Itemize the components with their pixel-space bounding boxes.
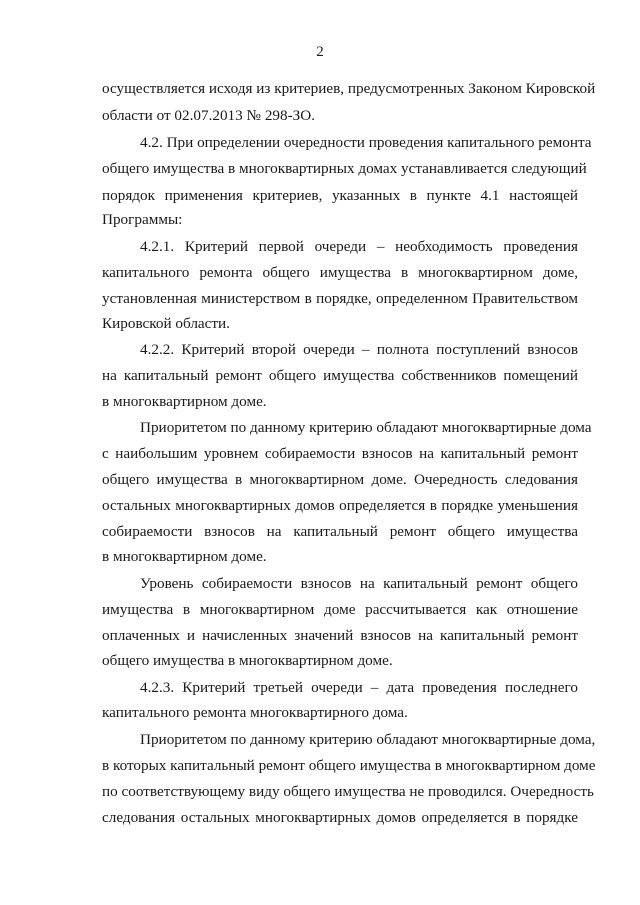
text-line: в многоквартирном доме. (102, 393, 267, 410)
text-line: порядок применения критериев, указанных в пункте 4.1 настоящей (102, 187, 578, 204)
text-line: Программы: (102, 211, 183, 228)
text-line: общего имущества в многоквартирных домах устанавливается следующий (102, 160, 587, 177)
text-line: в которых капитальный ремонт общего имущества в многоквартирном доме (102, 757, 596, 774)
text-line: общего имущества в многоквартирном доме. Очередность следования (102, 471, 578, 488)
text-line: капитального ремонта общего имущества в многоквартирном доме, (102, 264, 578, 281)
text-line: следования остальных многоквартирных домов определяется в порядке (102, 809, 578, 826)
text-line: оплаченных и начисленных значений взносов на капитальный ремонт (102, 627, 578, 644)
text-line: 4.2. При определении очередности проведения капитального ремонта (140, 134, 592, 151)
text-line: Кировской области. (102, 315, 230, 332)
text-line: в многоквартирном доме. (102, 548, 267, 565)
text-line: собираемости взносов на капитальный ремонт общего имущества (102, 523, 578, 540)
text-line: осуществляется исходя из критериев, предусмотренных Законом Кировской (102, 80, 596, 97)
text-line: общего имущества в многоквартирном доме. (102, 652, 393, 669)
text-line: по соответствующему виду общего имущества не проводился. Очередность (102, 783, 594, 800)
text-line: на капитальный ремонт общего имущества собственников помещений (102, 367, 578, 384)
text-line: 4.2.1. Критерий первой очереди – необходимость проведения (140, 238, 578, 255)
text-line: имущества в многоквартирном доме рассчитывается как отношение (102, 601, 578, 618)
text-line: с наибольшим уровнем собираемости взносов на капитальный ремонт (102, 445, 578, 462)
text-line: Уровень собираемости взносов на капитальный ремонт общего (140, 575, 578, 592)
text-line: остальных многоквартирных домов определяется в порядке уменьшения (102, 497, 578, 514)
text-line: капитального ремонта многоквартирного дома. (102, 704, 408, 721)
text-line: Приоритетом по данному критерию обладают многоквартирные дома, (140, 731, 596, 748)
text-line: 4.2.3. Критерий третьей очереди – дата проведения последнего (140, 679, 578, 696)
text-line: Приоритетом по данному критерию обладают многоквартирные дома (140, 419, 592, 436)
text-line: области от 02.07.2013 № 298-ЗО. (102, 107, 316, 124)
text-line: установленная министерством в порядке, определенном Правительством (102, 290, 578, 307)
page-number: 2 (316, 44, 324, 60)
text-line: 4.2.2. Критерий второй очереди – полнота поступлений взносов (140, 341, 578, 358)
